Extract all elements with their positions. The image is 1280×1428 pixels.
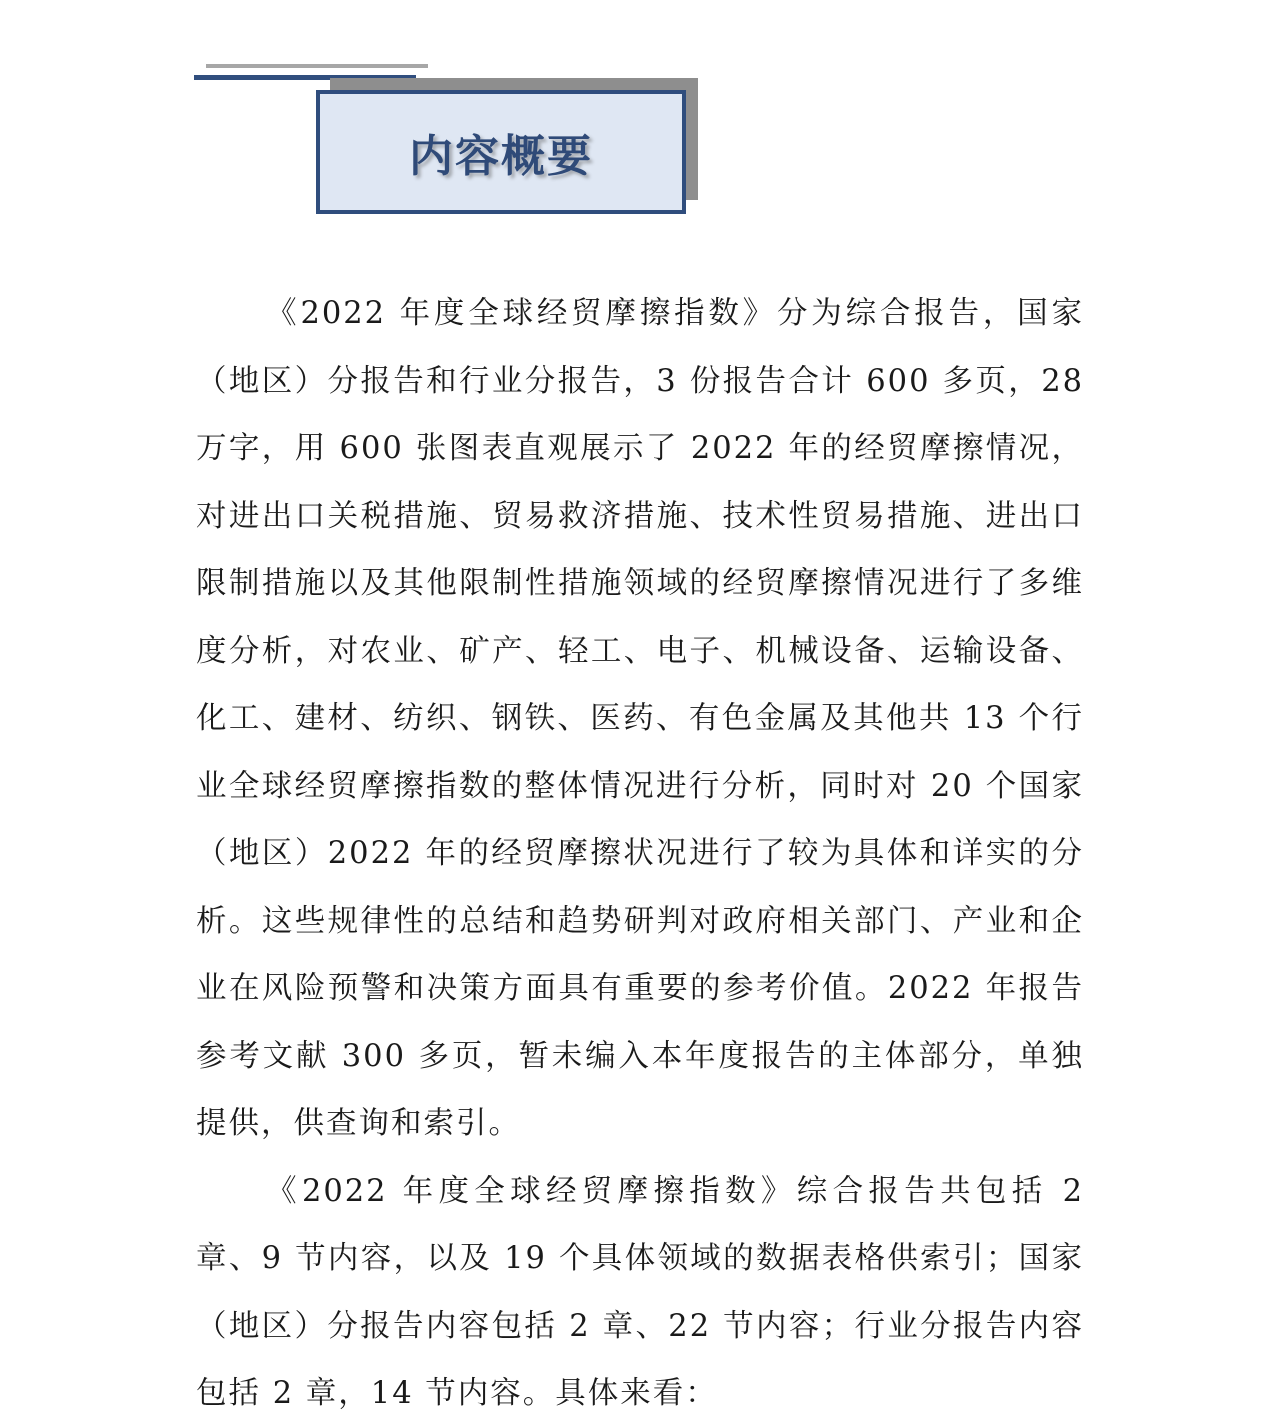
paragraph-structure: 《2022 年度全球经贸摩擦指数》综合报告共包括 2 章、9 节内容，以及 19 个具体领域的数据表格供索引；国家（地区）分报告内容包括 2 章、22 节内容；行业分报告内容包括 2 章，14 节内容。具体来看： bbox=[196, 1173, 1084, 1411]
decorative-line-gray bbox=[206, 64, 428, 68]
section-title-box bbox=[316, 90, 686, 214]
paragraph-overview: 《2022 年度全球经贸摩擦指数》分为综合报告，国家（地区）分报告和行业分报告，3 份报告合计 600 多页，28 万字，用 600 张图表直观展示了 2022 年的经贸摩擦情况，对进出口关税措施、贸易救济措施、技术性贸易措施、进出口限制措施以及其他限制性措施领域的经贸摩擦情况进行了多维度分析，对农业、矿产、轻工、电子、机械设备、运输设备、化工、建材、纺织、钢铁、医药、有色金属及其他共 13 个行业全球经贸摩擦指数的整体情况进行分析，同时对 20 个国家（地区）2022 年的经贸摩擦状况进行了较为具体和详实的分析。这些规律性的总结和趋势研判对政府相关部门、产业和企业在风险预警和决策方面具有重要的参考价值。2022 年报告参考文献 300 多页，暂未编入本年度报告的主体部分，单独提供，供查询和索引。 bbox=[196, 296, 1084, 1141]
body-text bbox=[196, 280, 1084, 1428]
section-title: 内容概要 bbox=[409, 131, 593, 182]
